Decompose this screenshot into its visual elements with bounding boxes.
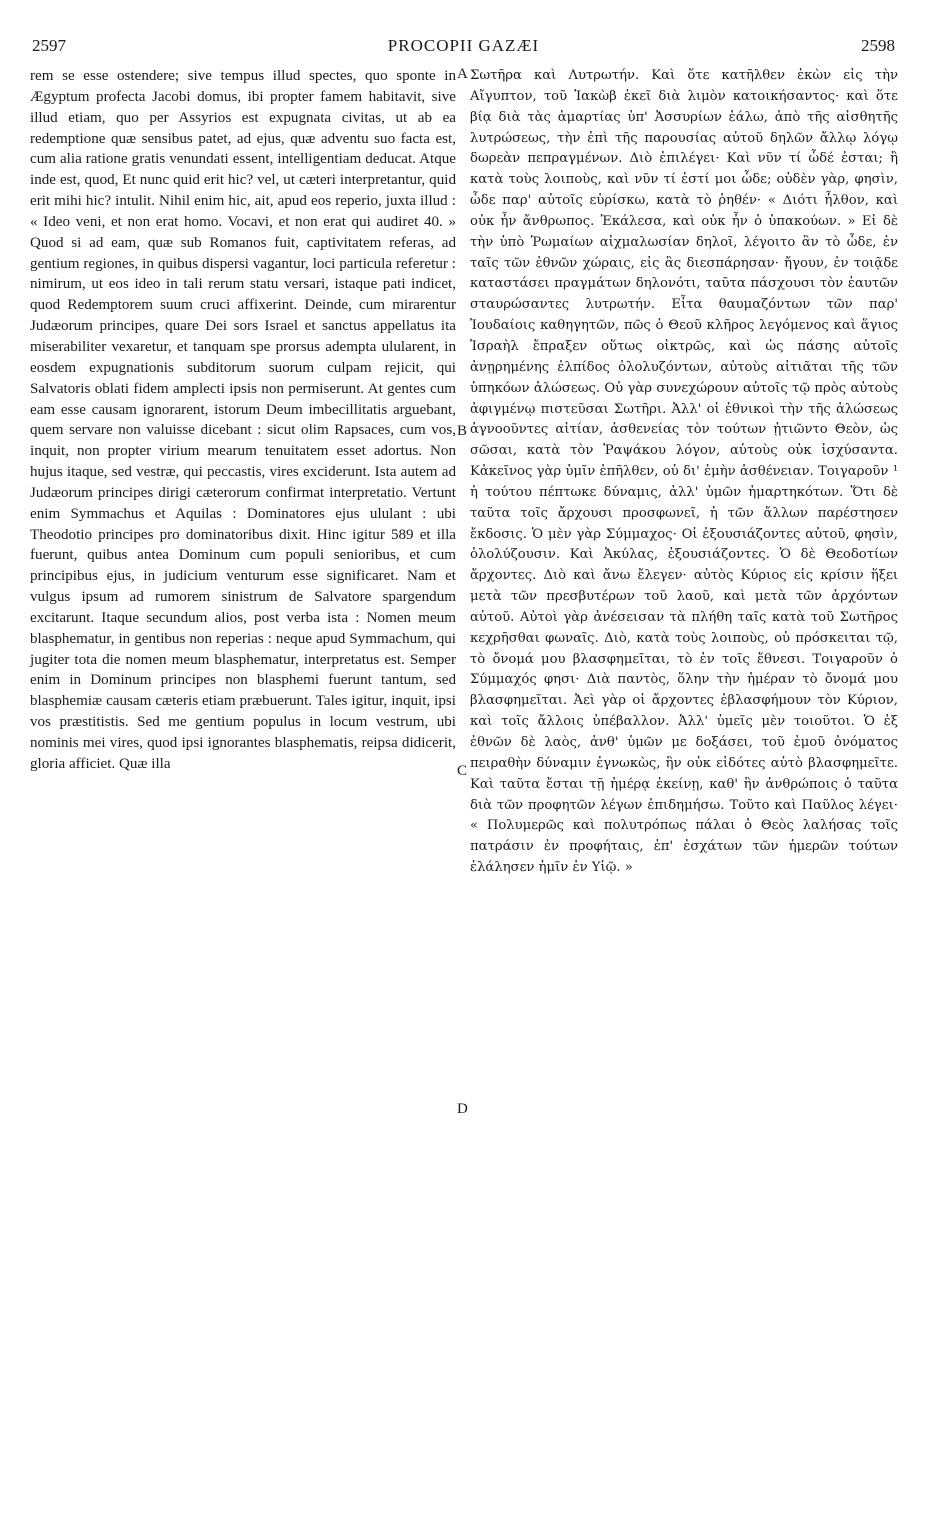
margin-letter-d: D [457,1101,468,1117]
margin-letter-b: B [457,423,468,439]
latin-paragraph: rem se esse ostendere; sive tempus illud spectes, quo sponte in Ægyptum profecta Jacobi domus, ibi propter famem habitavit, sive illud etiam, quo per Assyrios est expugnata civitas, ut ab ea redemptione quæ sensibus patet, ad ejus, quæ adventu suo facta est, cum alia ratione gratis venundati essent, intelligentiam deducat. Atque inde est, quod, Et nunc quid erit hic? vel, ut cæteri interpretantur, quid erit mihi hic? intulit. Nihil enim hic, ait, apud eos reperio, juxta illud : « Ideo veni, et non erat homo. Vocavi, et non erat qui audiret 40. » Quod si ad eam, quæ sub Romanos fuit, captivitatem referas, ad gentium regiones, in quibus dispersi vagantur, loci particula referetur : nimirum, ut eos ideo in tali rerum statu versari, istaque pati indicet, quod Redemptorem suum cruci affixerint. Deinde, cum mirarentur Judæorum principes, quare Dei sors Israel et sanctus appellatus ita miserabiliter vexaretur, et tanquam spe prorsus adempta ulularent, in eosdem expugnationis subditorum suorum culpam rejicit, qui Salvatoris oblati fidem amplecti ipsis non permiserunt. At gentes cum eam esse causam ignorarent, istorum Deum imbecillitatis arguebant, quem servare non valuisse dicebant : sicut olim Rapsaces, cum vos, inquit, non propter virium mearum tenuitatem esset adortus. Non hujus itaque, sed vestræ, qui peccastis, vires exciderunt. Ista autem ad Judæorum principes dirigi cæterorum confirmat interpretatio. Vertunt enim Symmachus et Aquilas : Dominatores ejus ululant : ubi Theodotio principes pro dominatoribus dixit. Hinc igitur 589 et illa fuerunt, quibus antea Dominum cum populi senioribus, et cum principibus ejus, in judicium venturum esse significaret. Nam et vulgus ipsum ad rumorem sinistrum de Salvatore spargendum excitarunt. Itaque secundum alios, post verba ista : Nomen meum blasphematur, in gentibus non reperias : neque apud Symmachum, qui jugiter tota die nomen meum blasphematur, interpretatus est. Semper enim in Dominum principes non blasphemi fuerunt tantum, sed blasphemiæ causam cæteris etiam præbuerunt. Tales igitur, inquit, ipsi vos præstitistis. Sed me gentium populus in locum vestrum, ubi nominis mei vires, quod ipsi ignorantes blasphematis, reipsa didicerit, gloria afficiet. Quæ illa [30,68,456,772]
greek-column [470,66,898,879]
margin-letter-c: C [457,763,468,779]
latin-column [30,66,456,775]
margin-letter-a: A [457,66,468,82]
running-title: PROCOPII GAZÆI [387,36,540,55]
greek-paragraph: Σωτῆρα καὶ Λυτρωτήν. Καὶ ὅτε κατῆλθεν ἑκὼν εἰς τὴν Αἴγυπτον, τοῦ Ἰακὼβ ἐκεῖ διὰ λιμὸν κατοικήσαντος· καὶ ὅτε βίᾳ διὰ τὰς ἁμαρτίας ὑπ' Ἀσσυρίων ἑάλω, ἀπὸ τῆς αἰσθητῆς λυτρώσεως, τὴν ἐπὶ τῆς παρουσίας αὐτοῦ δηλῶν ἄλλῳ λόγῳ δωρεὰν πεπραγμένων. Διὸ ἐπιλέγει· Καὶ νῦν τί ὧδέ ἐσται; ἢ κατὰ τοὺς λοιποὺς, καὶ νῦν τί ἐστί μοι ὧδε; οὐδὲν γὰρ, φησὶν, ὧδε παρ' αὐτοῖς εὑρίσκω, κατὰ τὸ ῥηθέν· « Διότι ἦλθον, καὶ οὐκ ἦν ἄνθρωπος. Ἐκάλεσα, καὶ οὐκ ἦν ὁ ὑπακούων. » Εἰ δὲ τὴν ὑπὸ Ῥωμαίων αἰχμαλωσίαν δηλοῖ, λέγοιτο ἂν τὸ ὧδε, ἐν ταῖς τῶν ἐθνῶν χώραις, εἰς ἃς διεσπάρησαν· ἤγουν, ἐν τοιᾷδε καταστάσει πραγμάτων δηλονότι, ταῦτα πάσχουσι τὸν ἑαυτῶν σταυρώσαντες λυτρωτήν. Εἶτα θαυμαζόντων τῶν παρ' Ἰουδαίοις καθηγητῶν, πῶς ὁ Θεοῦ κλῆρος λεγόμενος καὶ ἅγιος Ἰσραὴλ ἔπραξεν οὕτως οἰκτρῶς, καὶ ὡς πάσης αὐτοῖς ἀνῃρημένης ἐλπίδος ὀλολυζόντων, αὐτοὺς αἰτιᾶται τῆς τῶν ὑπηκόων ἁλώσεως. Οὐ γὰρ συνεχώρουν αὐτοῖς τῷ πρὸς αὐτοὺς ἀφιγμένῳ πιστεῦσαι Σωτῆρι. Ἀλλ' οἱ ἐθνικοὶ τὴν τῆς ἁλώσεως ἀγνοοῦντες αἰτίαν, ἀσθενείας τὸν τούτων ᾐτιῶντο Θεὸν, ὡς σῶσαι, κατὰ τὸν Ῥαψάκου λόγον, αὐτοὺς οὐκ ἰσχύσαντα. Κἀκεῖνος γὰρ ὑμῖν ἐπῆλθεν, οὐ δι' ἐμὴν ἀσθένειαν. Τοιγαροῦν ¹ ἡ τούτου πέπτωκε δύναμις, ἀλλ' ὑμῶν ἡμαρτηκότων. Ὅτι δὲ ταῦτα τοῖς ἄρχουσι προσφωνεῖ, ἡ τῶν ἄλλων παρέστησεν ἔκδοσις. Ὁ μὲν γὰρ Σύμμαχος· Οἱ ἐξουσιάζοντες αὐτοῦ, φησὶν, ὀλολύζουσιν. Καὶ Ἀκύλας, ἐξουσιάζοντες. Ὁ δὲ Θεοδοτίων ἄρχοντες. Διὸ καὶ ἄνω ἔλεγεν· αὐτὸς Κύριος εἰς κρίσιν ἥξει μετὰ τῶν πρεσβυτέρων τοῦ λαοῦ, καὶ μετὰ τῶν ἀρχόντων αὐτοῦ. Αὐτοὶ γὰρ ἀνέσεισαν τὰ πλήθη ταῖς κατὰ τοῦ Σωτῆρος κεχρῆσθαι φωναῖς. Διὸ, κατὰ τοὺς λοιποὺς, οὐ πρόσκειται τῷ, τὸ ὄνομά μου βλασφημεῖται, τὸ ἐν τοῖς ἔθνεσι. Τοιγαροῦν ὁ Σύμμαχός φησι· Διὰ παντὸς, ὅλην τὴν ἡμέραν τὸ ὄνομά μου βλασφημεῖται. Ἀεὶ γὰρ οἱ ἄρχοντες ἐβλασφήμουν τὸν Κύριον, καὶ τοῖς ἄλλοις ὑπέβαλλον. Ἀλλ' ὑμεῖς μὲν τοιοῦτοι. Ὁ ἐξ ἐθνῶν δὲ λαὸς, ἀνθ' ὑμῶν με δοξάσει, τοῦ ἐμοῦ ὀνόματος πειραθὴν δύναμιν ἐγνωκὼς, ἣν οὐκ εἰδότες αὐτὸ βλασφημεῖτε. Καὶ ταῦτα ἔσται τῇ ἡμέρᾳ ἐκείνῃ, καθ' ἣν ἀνθρώποις ὁ ταῦτα διὰ τῶν προφητῶν λέγων ἐπιδημήσω. Τοῦτο καὶ Παῦλος λέγει· « Πολυμερῶς καὶ πολυτρόπως πάλαι ὁ Θεὸς λαλήσας τοῖς πατράσιν ἐν προφήταις, ἐπ' ἐσχάτων τῶν ἡμερῶν τούτων ἐλάλησεν ἡμῖν ἐν Υἱῷ. » [470,68,898,876]
page-number-left: 2597 [32,36,66,55]
page-number-right: 2598 [861,36,895,55]
running-header [0,36,927,60]
